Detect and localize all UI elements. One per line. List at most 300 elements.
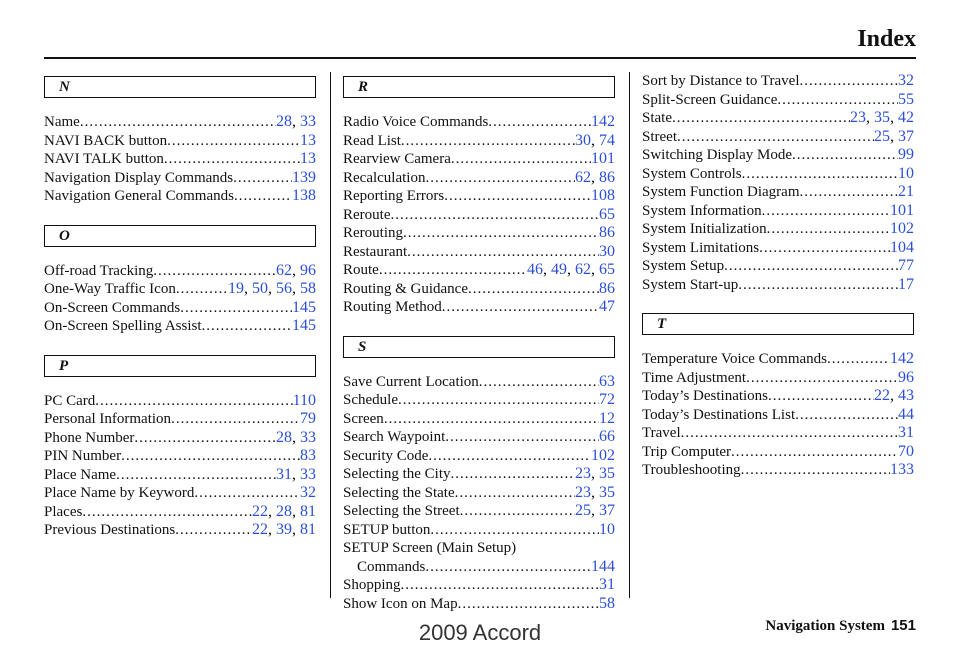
page-references [599,595,615,614]
page-references [599,206,615,225]
page-references [300,132,316,151]
entry-label: Place Name by Keyword [44,485,195,501]
entry-label: System Function Diagram [642,184,800,200]
page-link[interactable]: 22 [252,521,268,538]
page-references [292,187,316,206]
page-link[interactable]: 58 [599,594,615,612]
column-divider [629,72,630,598]
entry-label: Search Waypoint [343,429,446,445]
dot-leader [425,558,591,577]
index-entry [343,224,615,243]
index-entry [343,465,615,484]
entry-label: SETUP Screen (Main Setup) [343,540,517,556]
entry-label: One-Way Traffic Icon [44,281,176,297]
page-references [898,91,914,110]
dot-leader [379,261,527,280]
entry-label: System Initialization [642,221,767,237]
page-references: 62, 86 [575,168,615,186]
page-link[interactable]: 99 [898,146,914,163]
page-link[interactable]: 42 [898,109,914,126]
page-link[interactable]: 65 [599,205,615,223]
page-link[interactable]: 81 [300,502,316,520]
entry-label: Rearview Camera [343,151,451,167]
page-references [898,257,914,276]
entry-label: Places [44,503,83,520]
page-link[interactable]: 35 [599,483,615,501]
entry-label: PIN Number [44,448,122,464]
dot-leader [827,350,890,369]
page-link[interactable]: 101 [591,150,615,167]
page-references [591,113,615,132]
page-link[interactable]: 46 [527,261,543,278]
page-references: 28, 33 [276,113,316,130]
page-link[interactable]: 23 [850,109,866,126]
page-references [293,392,316,411]
page-references [599,373,615,392]
dot-leader [468,280,599,299]
dot-leader [153,262,276,281]
page-link[interactable]: 65 [599,261,615,278]
entry-label: System Controls [642,165,742,182]
page-link[interactable]: 62 [575,168,591,186]
dot-leader [444,187,591,206]
entry-label: Travel [642,425,681,441]
page-link[interactable]: 25 [874,127,890,145]
page-references [591,150,615,169]
page-link[interactable]: 23 [575,483,591,501]
dot-leader [390,206,599,225]
index-entry [642,239,914,258]
page-link[interactable]: 104 [890,238,914,256]
page-references [898,443,914,462]
page-link[interactable]: 102 [890,220,914,237]
index-entry [642,183,914,202]
entry-label: On-Screen Commands [44,299,181,316]
entry-label: Routing & Guidance [343,280,468,297]
index-entry [343,595,615,614]
dot-leader [430,521,599,540]
page-references [890,461,914,480]
page-link[interactable]: 35 [599,465,615,482]
index-entry [642,461,914,480]
entry-label: NAVI TALK button [44,151,164,167]
page-title: Index [857,26,916,52]
page-link[interactable]: 145 [292,317,316,334]
page-references [890,350,914,369]
entry-label: Selecting the City [343,466,451,482]
dot-leader [425,169,575,188]
index-entry [343,539,615,558]
page-references [898,276,914,295]
page-link[interactable]: 102 [591,446,615,464]
index-entry [44,466,316,485]
page-link[interactable]: 77 [898,257,914,274]
page-link[interactable]: 63 [599,372,615,390]
dot-leader [80,113,276,132]
entry-label: Place Name [44,466,117,483]
page-link[interactable]: 31 [898,424,914,441]
page-references [300,484,316,503]
entry-label: Navigation Display Commands [44,169,234,186]
page-link[interactable]: 49 [551,261,567,278]
dot-leader [202,317,293,336]
page-link[interactable]: 145 [292,298,316,316]
index-entry [343,391,615,410]
entry-label: Radio Voice Commands [343,114,489,130]
index-entry [44,447,316,466]
page-link[interactable]: 32 [300,484,316,501]
index-entry [343,132,615,151]
page-references [292,317,316,336]
dot-leader [792,146,898,165]
dot-leader [234,187,292,206]
index-entry [44,187,316,206]
page-link[interactable]: 21 [898,183,914,200]
index-entry [642,443,914,462]
index-entry [642,72,914,91]
page-link[interactable]: 13 [300,150,316,167]
page-references [591,558,615,577]
index-entry [44,429,316,448]
dot-leader [194,484,300,503]
page-link[interactable]: 30 [599,242,615,260]
page-references: 22, 39, 81 [252,521,316,538]
page-references [599,243,615,262]
page-link[interactable]: 19 [228,280,244,297]
page-link[interactable]: 72 [599,391,615,408]
entry-label: Phone Number [44,429,135,446]
page-link[interactable]: 142 [591,113,615,130]
page-link[interactable]: 58 [300,280,316,297]
page-link[interactable]: 66 [599,428,615,445]
entry-label: Today’s Destinations [642,388,769,404]
index-entry [343,502,615,521]
entry-label: Read List [343,132,401,149]
page-link[interactable]: 35 [874,109,890,126]
dot-leader [164,150,300,169]
page-link[interactable]: 62 [575,261,591,278]
entry-label: Selecting the Street [343,503,460,519]
page-link[interactable]: 17 [898,275,914,293]
entry-label: Rerouting [343,225,403,241]
entry-label: Troubleshooting [642,462,741,478]
dot-leader [167,132,300,151]
index-entry [343,150,615,169]
footer-label: Navigation System [765,618,885,634]
index-entry [343,447,615,466]
page-link[interactable]: 50 [252,280,268,297]
entry-label: System Start-up [642,276,739,293]
page-link[interactable]: 33 [300,465,316,483]
entry-label: Temperature Voice Commands [642,351,828,367]
index-entry [44,150,316,169]
index-entry [343,169,615,188]
dot-leader [738,276,898,295]
page-link[interactable]: 96 [300,261,316,279]
entry-label: Name [44,114,80,130]
page-link[interactable]: 23 [575,465,591,482]
index-entry [642,424,914,443]
entry-label: Reroute [343,206,391,223]
entry-label: Screen [343,410,384,427]
page-link[interactable]: 101 [890,201,914,219]
dot-leader [401,132,575,151]
page-link[interactable]: 28 [276,502,292,520]
page-references: 19, 50, 56, 58 [228,280,316,297]
index-entry [44,280,316,299]
entry-label: Switching Display Mode [642,147,792,163]
index-entry [642,257,914,276]
page-link[interactable]: 10 [599,520,615,538]
page-link[interactable]: 144 [591,557,615,575]
entry-label: Trip Computer [642,443,732,460]
index-entry [343,206,615,225]
entry-label: Street [642,128,677,145]
index-entry [642,369,914,388]
section-header-s: S [343,336,615,358]
dot-leader [450,465,575,484]
dot-leader [746,369,898,388]
page-references [890,202,914,221]
page-references [890,239,914,258]
page-link[interactable]: 37 [898,127,914,145]
page-link[interactable]: 22 [252,502,268,520]
page-references [599,280,615,299]
index-entry [343,484,615,503]
page-references [898,424,914,443]
page-link[interactable]: 43 [898,387,914,404]
index-entry [44,317,316,336]
page-references [898,369,914,388]
entry-label: Route [343,262,379,278]
page-link[interactable]: 33 [300,428,316,446]
page-references: 25, 37 [575,502,615,519]
index-entry [343,410,615,429]
entry-label: System Information [642,202,762,219]
page-references: 25, 37 [874,127,914,145]
index-entry [44,484,316,503]
entry-label: Save Current Location [343,373,479,390]
page-link[interactable]: 39 [276,521,292,538]
entry-label: Recalculation [343,169,426,186]
index-entry [343,558,615,577]
page-references [898,406,914,425]
page-references [292,169,316,188]
page-references [898,146,914,165]
index-entry [44,410,316,429]
page-link[interactable]: 108 [591,187,615,204]
index-column-1 [44,72,316,540]
page-references [591,187,615,206]
entry-label: On-Screen Spelling Assist [44,318,202,334]
page-link[interactable]: 25 [575,502,591,519]
entry-label: Security Code [343,447,429,464]
entry-label: Personal Information [44,411,172,427]
index-entry [642,276,914,295]
section-header-r: R [343,76,615,98]
dot-leader [488,113,591,132]
entry-label: Sort by Distance to Travel [642,73,800,89]
dot-leader [767,220,890,239]
page-link[interactable]: 33 [300,113,316,130]
page-references [599,224,615,243]
page-references: 22, 43 [874,387,914,404]
page-references [300,447,316,466]
dot-leader [742,165,898,184]
page-references [599,428,615,447]
page-references [890,220,914,239]
page-link[interactable]: 13 [300,131,316,149]
index-entry [642,91,914,110]
page-references: 23, 35 [575,465,615,482]
page-references: 22, 28, 81 [252,502,316,520]
index-entry [642,350,914,369]
page-link[interactable]: 12 [599,409,615,427]
dot-leader [731,443,898,462]
page-link[interactable]: 96 [898,368,914,386]
page-link[interactable]: 37 [599,502,615,519]
page-link[interactable]: 44 [898,405,914,423]
index-entry [44,521,316,540]
dot-leader [407,243,599,262]
page-references: 31, 33 [276,465,316,483]
index-entry [44,392,316,411]
page-link[interactable]: 70 [898,442,914,460]
page-link[interactable]: 133 [890,461,914,478]
dot-leader [233,169,292,188]
entry-label: Restaurant [343,243,408,260]
index-entry [642,202,914,221]
page-link[interactable]: 31 [276,465,292,483]
index-entry [343,113,615,132]
page-link[interactable]: 74 [599,131,615,149]
index-entry [343,261,615,280]
page-references: 30, 74 [575,131,615,149]
dot-leader [460,502,575,521]
page-link[interactable]: 86 [599,224,615,241]
page-references [599,410,615,429]
dot-leader [384,410,599,429]
page-link[interactable]: 28 [276,428,292,446]
dot-leader [116,466,276,485]
dot-leader [458,595,599,614]
page-references [898,165,914,184]
page-link[interactable]: 47 [599,298,615,315]
page-references [599,298,615,317]
page-link[interactable]: 142 [890,350,914,367]
dot-leader [741,461,890,480]
dot-leader [768,387,874,406]
dot-leader [403,224,599,243]
page-link[interactable]: 31 [599,576,615,593]
entry-label: Shopping [343,577,401,593]
dot-leader [479,373,599,392]
entry-label: Reporting Errors [343,188,445,204]
page-references: 46, 49, 62, 65 [527,261,615,278]
page-link[interactable]: 30 [575,131,591,149]
index-entry [642,220,914,239]
page-link[interactable]: 138 [292,187,316,204]
page-link[interactable]: 55 [898,90,914,108]
index-entry [343,298,615,317]
index-entry [642,165,914,184]
index-entry [343,521,615,540]
index-entry [642,387,914,406]
page-references: 62, 96 [276,261,316,279]
dot-leader [121,447,300,466]
page-references: 23, 35 [575,483,615,501]
section-header-n: N [44,76,316,98]
entry-label: SETUP button [343,521,431,538]
page-link[interactable]: 62 [276,261,292,279]
page-link[interactable]: 86 [599,279,615,297]
dot-leader [95,392,292,411]
watermark: 2009 Accord [418,620,542,645]
page-link[interactable]: 83 [300,447,316,464]
page-link[interactable]: 28 [276,113,292,130]
dot-leader [445,428,599,447]
page-references [898,183,914,202]
dot-leader [451,150,591,169]
entry-label: Off-road Tracking [44,262,154,279]
entry-label: Split-Screen Guidance [642,91,778,108]
dot-leader [175,521,252,540]
index-entry [343,428,615,447]
page-link[interactable]: 86 [599,168,615,186]
dot-leader [428,447,591,466]
index-entry [44,503,316,522]
index-entry [642,128,914,147]
page-link[interactable]: 56 [276,280,292,297]
dot-leader [401,576,599,595]
dot-leader [180,299,292,318]
page-link[interactable]: 110 [292,391,316,409]
dot-leader [724,257,898,276]
section-header-p: P [44,355,316,377]
section-spacer [642,294,914,308]
page-link[interactable]: 10 [898,164,914,182]
entry-label: Today’s Destinations List [642,406,796,423]
page-link[interactable]: 79 [300,410,316,427]
section-header-t: T [642,313,914,335]
page-references [599,521,615,540]
entry-label: State [642,110,672,126]
dot-leader [455,484,575,503]
dot-leader [681,424,898,443]
page-references [599,576,615,595]
page-link[interactable]: 32 [898,72,914,89]
page-link[interactable]: 81 [300,521,316,538]
dot-leader [398,391,599,410]
index-entry [343,280,615,299]
dot-leader [134,429,276,448]
index-entry [44,113,316,132]
dot-leader [759,239,890,258]
page-references: 23, 35, 42 [850,109,914,126]
section-spacer [44,206,316,220]
section-header-o: O [44,225,316,247]
page-references [300,150,316,169]
header-rule [44,57,916,59]
entry-label: Routing Method [343,299,442,315]
dot-leader [171,410,300,429]
page-link[interactable]: 139 [292,168,316,186]
page-link[interactable]: 22 [874,387,890,404]
index-entry [343,243,615,262]
dot-leader [762,202,890,221]
index-entry [44,132,316,151]
index-entry [44,299,316,318]
